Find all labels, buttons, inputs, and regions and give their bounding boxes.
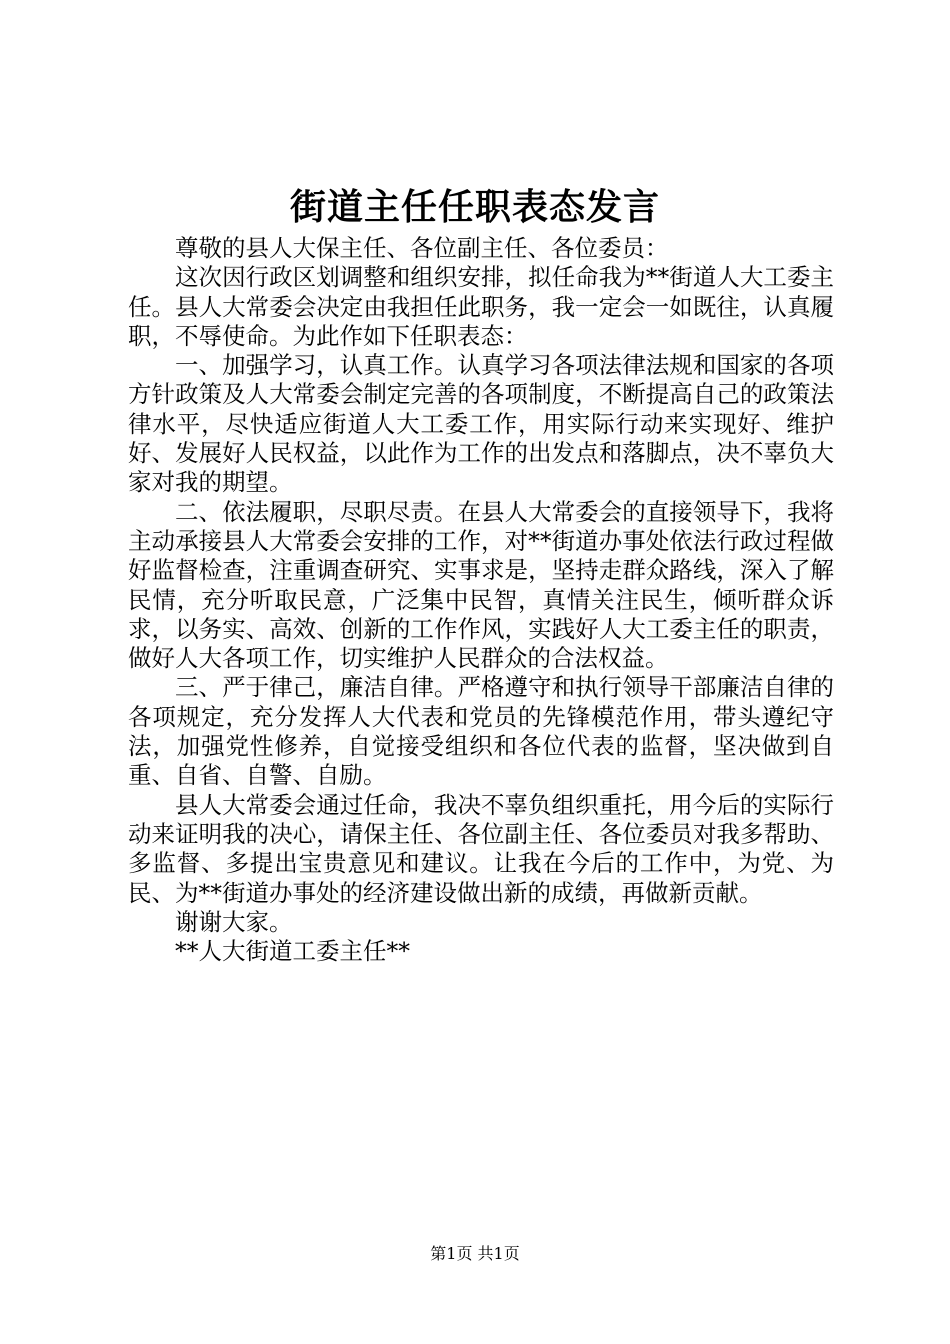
signature-line: **人大街道工委主任** <box>175 937 410 966</box>
point-two-paragraph: 二、依法履职，尽职尽责。在县人大常委会的直接领导下，我将主动承接县人大常委会安排的工作，对**街道办事处依法行政过程做好监督检查，注重调查研究、实事求是，坚持走群众路线，深入了解民情，充分听取民意，广泛集中民智，真情关注民生，倾听群众诉求，以务实、高效、创新的工作作风，实践好人大工委主任的职责，做好人大各项工作，切实维护人民群众的合法权益。 <box>128 497 834 673</box>
intro-paragraph: 这次因行政区划调整和组织安排，拟任命我为**街道人大工委主任。县人大常委会决定由我担任此职务，我一定会一如既往，认真履职，不辱使命。为此作如下任职表态： <box>128 263 834 350</box>
page-number-footer: 第1页 共1页 <box>430 1244 520 1263</box>
point-three-paragraph: 三、严于律己，廉洁自律。严格遵守和执行领导干部廉洁自律的各项规定，充分发挥人大代表和党员的先锋模范作用，带头遵纪守法，加强党性修养，自觉接受组织和各位代表的监督，坚决做到自重、自省、自警、自励。 <box>128 673 834 790</box>
closing-paragraph: 县人大常委会通过任命，我决不辜负组织重托，用今后的实际行动来证明我的决心，请保主任、各位副主任、各位委员对我多帮助、多监督、多提出宝贵意见和建议。让我在今后的工作中，为党、为民、为**街道办事处的经济建设做出新的成绩，再做新贡献。 <box>128 790 834 907</box>
thanks-line: 谢谢大家。 <box>175 907 293 936</box>
document-body <box>128 234 834 966</box>
document-title: 街道主任任职表态发言 <box>289 186 660 228</box>
point-one-paragraph: 一、加强学习，认真工作。认真学习各项法律法规和国家的各项方针政策及人大常委会制定完善的各项制度，不断提高自己的政策法律水平，尽快适应街道人大工委工作，用实际行动来实现好、维护好、发展好人民权益，以此作为工作的出发点和落脚点，决不辜负大家对我的期望。 <box>128 351 834 497</box>
salutation: 尊敬的县人大保主任、各位副主任、各位委员： <box>175 234 669 262</box>
